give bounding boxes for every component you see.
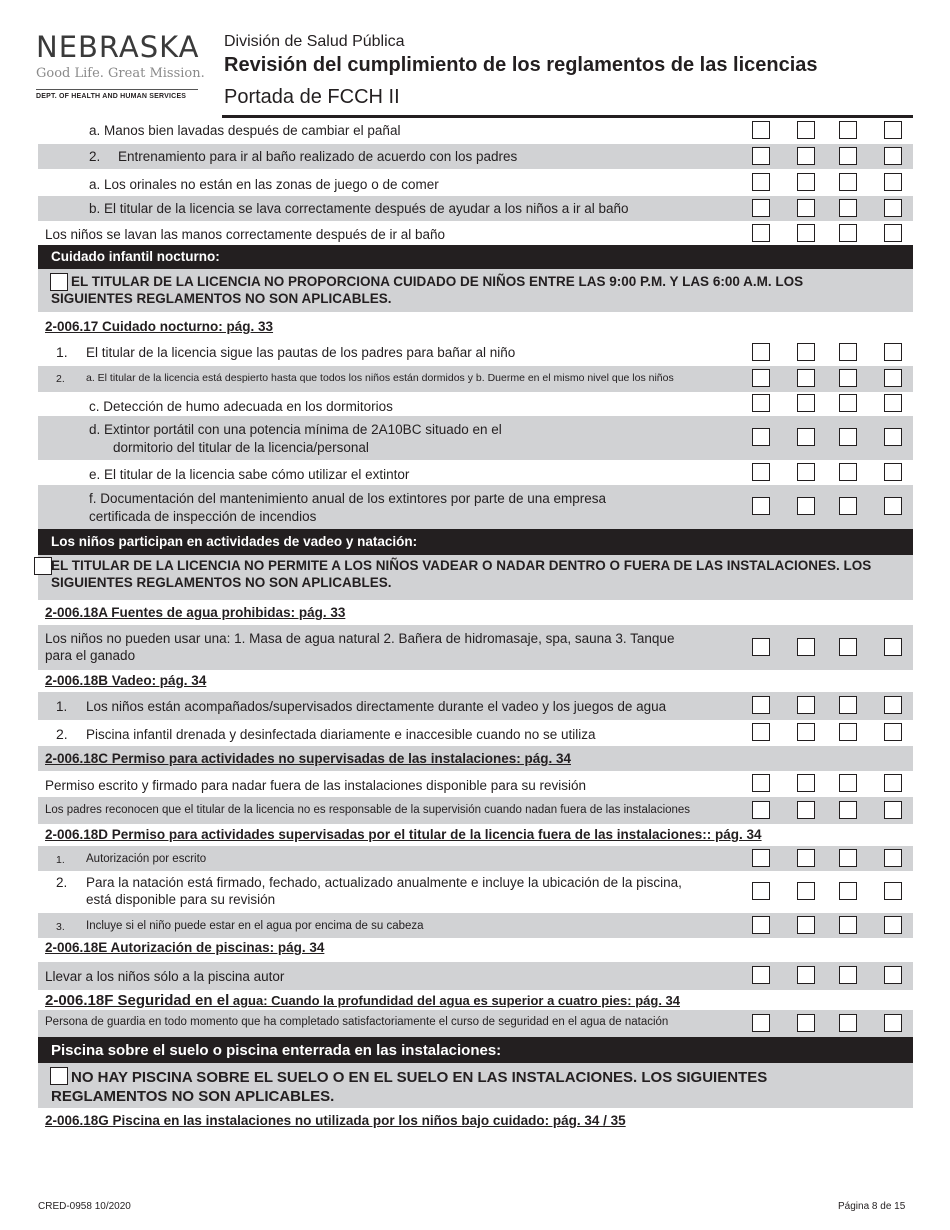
checklist-row (38, 625, 913, 670)
row-label: Permiso escrito y firmado para nadar fuera de las instalaciones disponible para su revisión (45, 778, 587, 793)
checkbox[interactable] (884, 121, 902, 139)
row-label-continued: certificada de inspección de incendios (89, 509, 317, 524)
checkbox[interactable] (839, 497, 857, 515)
row-label: Piscina infantil drenada y desinfectada diariamente e inaccesible cuando no se utiliza (86, 727, 596, 742)
checklist-row (38, 144, 913, 169)
checklist-row (38, 913, 913, 938)
row-label: Incluye si el niño puede estar en el agua por encima de su cabeza (86, 920, 424, 932)
page-title: Revisión del cumplimiento de los reglamentos de las licencias (224, 54, 818, 76)
checkbox[interactable] (752, 882, 770, 900)
row-label-continued: dormitorio del titular de la licencia/personal (113, 440, 369, 455)
row-label: Los niños están acompañados/supervisados directamente durante el vadeo y los juegos de agua (86, 699, 667, 714)
checkbox[interactable] (839, 394, 857, 412)
row-label: a. Los orinales no están en las zonas de juego o de comer (89, 177, 439, 192)
checkbox[interactable] (797, 916, 815, 934)
checkbox[interactable] (884, 394, 902, 412)
checkbox[interactable] (884, 882, 902, 900)
row-label: d. Extintor portátil con una potencia mínima de 2A10BC situado en el (89, 422, 502, 437)
not-applicable-row (38, 555, 913, 600)
row-number: 2. (56, 726, 68, 742)
checkbox[interactable] (884, 638, 902, 656)
checklist-row (38, 221, 913, 246)
checkbox[interactable] (797, 849, 815, 867)
checkbox[interactable] (839, 723, 857, 741)
regulation-heading (38, 990, 913, 1010)
row-label: Persona de guardia en todo momento que ha completado satisfactoriamente el curso de seguridad en el agua de natación (45, 1016, 669, 1028)
row-number: 1. (56, 344, 68, 360)
row-label: c. Detección de humo adecuada en los dormitorios (89, 399, 393, 414)
checkbox[interactable] (839, 121, 857, 139)
checklist-row (38, 460, 913, 485)
checkbox[interactable] (752, 774, 770, 792)
checkbox[interactable] (884, 696, 902, 714)
row-label: Autorización por escrito (86, 853, 207, 865)
checkbox[interactable] (797, 121, 815, 139)
checklist-row (38, 485, 913, 529)
checkbox[interactable] (752, 638, 770, 656)
row-number: 3. (56, 921, 65, 933)
checkbox[interactable] (839, 696, 857, 714)
checkbox[interactable] (839, 463, 857, 481)
row-number: 2. (89, 149, 101, 164)
checklist-row (38, 416, 913, 460)
checkbox[interactable] (752, 394, 770, 412)
checklist-row (38, 118, 913, 144)
row-label: e. El titular de la licencia sabe cómo utilizar el extintor (89, 467, 410, 482)
checkbox[interactable] (839, 428, 857, 446)
checkbox[interactable] (797, 638, 815, 656)
checkbox[interactable] (752, 497, 770, 515)
section-header-nocturno: Cuidado infantil nocturno: (38, 245, 913, 269)
checkbox[interactable] (839, 916, 857, 934)
checkbox[interactable] (797, 199, 815, 217)
not-applicable-text: EL TITULAR DE LA LICENCIA NO PERMITE A LOS NIÑOS VADEAR O NADAR DENTRO O FUERA DE LAS INSTALACIONES. LOS SIGUIENTES REGLAMENTOS NO SON APLICABLES. (51, 558, 872, 590)
checkbox[interactable] (884, 801, 902, 819)
checkbox[interactable] (797, 463, 815, 481)
row-number: 2. (56, 875, 68, 890)
division-name: División de Salud Pública (224, 33, 405, 50)
row-label: El titular de la licencia sigue las pautas de los padres para bañar al niño (86, 345, 516, 360)
row-label: a. Manos bien lavadas después de cambiar el pañal (89, 123, 401, 138)
logo-department: DEPT. OF HEALTH AND HUMAN SERVICES (36, 93, 187, 100)
checkbox[interactable] (884, 369, 902, 387)
row-label: Llevar a los niños sólo a la piscina autor (45, 969, 285, 984)
row-label: b. El titular de la licencia se lava correctamente después de ayudar a los niños a ir al baño (89, 201, 629, 216)
checkbox[interactable] (797, 173, 815, 191)
checkbox[interactable] (839, 638, 857, 656)
checkbox[interactable] (839, 369, 857, 387)
checkbox[interactable] (752, 199, 770, 217)
checkbox[interactable] (839, 1014, 857, 1032)
regulation-heading-rest: agua: Cuando la profundidad del agua es superior a cuatro pies: pág. 34 (229, 993, 680, 1008)
row-number: 1. (56, 854, 65, 866)
checklist-row (38, 720, 913, 746)
checkbox[interactable] (752, 723, 770, 741)
row-label: Entrenamiento para ir al baño realizado de acuerdo con los padres (118, 149, 518, 164)
row-label: a. El titular de la licencia está despierto hasta que todos los niños están dormidos y b. Duerme en el mismo nivel que los niños (86, 372, 674, 384)
checkbox[interactable] (752, 369, 770, 387)
checklist-row (38, 1010, 913, 1037)
regulation-heading: 2-006.18D Permiso para actividades supervisadas por el titular de la licencia fuera de las instalaciones:: pág. 34 (45, 827, 762, 842)
checkbox[interactable] (797, 774, 815, 792)
checkbox[interactable] (884, 849, 902, 867)
checkbox[interactable] (752, 224, 770, 242)
checkbox[interactable] (752, 428, 770, 446)
checkbox[interactable] (884, 199, 902, 217)
checkbox[interactable] (797, 801, 815, 819)
row-label: f. Documentación del mantenimiento anual de los extintores por parte de una empresa (89, 491, 607, 506)
checklist-row (38, 846, 913, 871)
logo-tagline: Good Life. Great Mission. (36, 66, 205, 81)
page-subtitle: Portada de FCCH II (224, 86, 400, 108)
checklist-row (38, 962, 913, 990)
checkbox[interactable] (884, 497, 902, 515)
checklist-row (38, 196, 913, 221)
page-header (0, 0, 950, 118)
checkbox[interactable] (884, 916, 902, 934)
checkbox[interactable] (839, 966, 857, 984)
not-applicable-text: NO HAY PISCINA SOBRE EL SUELO O EN EL SUELO EN LAS INSTALACIONES. LOS SIGUIENTES REGLAMENTOS NO SON APLICABLES. (51, 1069, 768, 1105)
regulation-heading: 2-006.18E Autorización de piscinas: pág. 34 (45, 940, 325, 955)
section-header-piscina: Piscina sobre el suelo o piscina enterrada en las instalaciones: (38, 1037, 913, 1063)
checkbox[interactable] (884, 224, 902, 242)
checkbox[interactable] (839, 343, 857, 361)
row-number: 1. (56, 699, 68, 714)
checklist-row (38, 366, 913, 392)
form-identifier: CRED-0958 10/2020 (38, 1201, 131, 1212)
checkbox[interactable] (884, 966, 902, 984)
regulation-heading: 2-006.18B Vadeo: pág. 34 (45, 673, 207, 688)
not-applicable-row (38, 1063, 913, 1108)
checkbox[interactable] (752, 463, 770, 481)
checkbox[interactable] (839, 173, 857, 191)
checkbox[interactable] (752, 343, 770, 361)
checklist-row (38, 392, 913, 416)
nebraska-dhhs-logo (36, 32, 206, 100)
checkbox[interactable] (884, 147, 902, 165)
section-header-vadeo: Los niños participan en actividades de vadeo y natación: (38, 529, 913, 555)
checkbox[interactable] (884, 173, 902, 191)
regulation-heading: 2-006.18A Fuentes de agua prohibidas: pág. 33 (45, 605, 346, 620)
checkbox[interactable] (752, 849, 770, 867)
not-applicable-text: EL TITULAR DE LA LICENCIA NO PROPORCIONA CUIDADO DE NIÑOS ENTRE LAS 9:00 P.M. Y LAS 6:00 A.M. LOS SIGUIENTES REGLAMENTOS NO SON APLICABLES. (51, 274, 804, 306)
checkbox[interactable] (839, 849, 857, 867)
checkbox[interactable] (752, 1014, 770, 1032)
not-applicable-row (38, 269, 913, 312)
checkbox[interactable] (839, 224, 857, 242)
checkbox[interactable] (884, 1014, 902, 1032)
page-number: Página 8 de 15 (838, 1201, 906, 1212)
checklist-row (38, 169, 913, 196)
checkbox[interactable] (797, 394, 815, 412)
checkbox[interactable] (884, 343, 902, 361)
checklist-row (38, 797, 913, 824)
checkbox[interactable] (797, 497, 815, 515)
checkbox[interactable] (839, 147, 857, 165)
checkbox[interactable] (797, 343, 815, 361)
checkbox[interactable] (797, 224, 815, 242)
checkbox[interactable] (752, 696, 770, 714)
checkbox[interactable] (884, 774, 902, 792)
checklist-row (38, 871, 913, 913)
checkbox[interactable] (884, 463, 902, 481)
checkbox[interactable] (752, 916, 770, 934)
checkbox[interactable] (839, 199, 857, 217)
checklist-row (38, 339, 913, 366)
row-number: 2. (56, 373, 65, 385)
checkbox[interactable] (797, 723, 815, 741)
row-label: Los padres reconocen que el titular de la licencia no es responsable de la supervisión cuando nadan fuera de las instalaciones (45, 804, 691, 816)
checkbox[interactable] (797, 428, 815, 446)
row-label: Para la natación está firmado, fechado, actualizado anualmente e incluye la ubicación de la piscina, (86, 875, 682, 890)
checklist-row (38, 692, 913, 720)
checkbox[interactable] (752, 173, 770, 191)
checkbox[interactable] (797, 1014, 815, 1032)
checkbox[interactable] (884, 723, 902, 741)
row-label: Los niños no pueden usar una: 1. Masa de agua natural 2. Bañera de hidromasaje, spa, sauna 3. Tanque (45, 631, 675, 646)
row-label-continued: para el ganado (45, 648, 136, 663)
logo-wordmark: NEBRASKA (36, 30, 200, 64)
checkbox[interactable] (839, 801, 857, 819)
checkbox[interactable] (752, 147, 770, 165)
checkbox[interactable] (797, 147, 815, 165)
checkbox[interactable] (752, 966, 770, 984)
checkbox[interactable] (797, 369, 815, 387)
regulation-heading: 2-006.18C Permiso para actividades no supervisadas de las instalaciones: pág. 34 (38, 746, 913, 771)
checkbox[interactable] (797, 696, 815, 714)
checkbox[interactable] (752, 801, 770, 819)
checkbox[interactable] (797, 882, 815, 900)
row-label: Los niños se lavan las manos correctamente después de ir al baño (45, 227, 445, 242)
regulation-heading-lead: 2-006.18F Seguridad en el (45, 992, 230, 1009)
checkbox[interactable] (839, 882, 857, 900)
checklist-row (38, 771, 913, 797)
checkbox[interactable] (797, 966, 815, 984)
checkbox[interactable] (884, 428, 902, 446)
row-label-continued: está disponible para su revisión (86, 892, 276, 907)
regulation-heading: 2-006.18G Piscina en las instalaciones no utilizada por los niños bajo cuidado: pág. 34 / 35 (45, 1113, 626, 1128)
checkbox[interactable] (752, 121, 770, 139)
not-applicable-checkbox[interactable] (34, 557, 52, 575)
checkbox[interactable] (839, 774, 857, 792)
regulation-heading: 2-006.17 Cuidado nocturno: pág. 33 (45, 319, 274, 334)
